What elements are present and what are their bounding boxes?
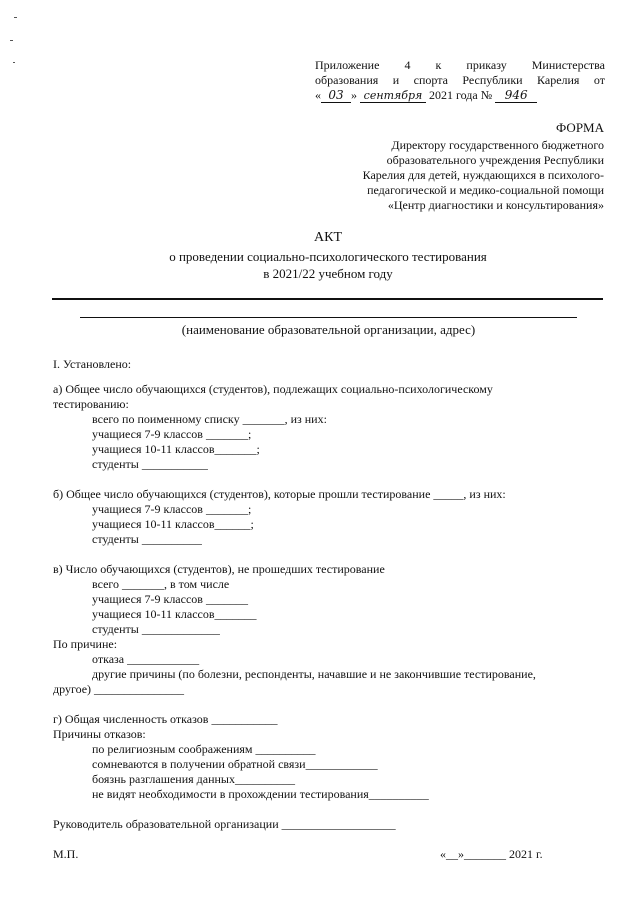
section-g-item: боязнь разглашения данных__________ (92, 772, 295, 786)
section-a-item: учащиеся 10-11 классов_______; (92, 442, 260, 456)
section-b-item: учащиеся 10-11 классов______; (92, 517, 254, 531)
act-title: АКТ (314, 230, 342, 245)
section-b-item: учащиеся 7-9 классов _______; (92, 502, 252, 516)
section-v-item: студенты _____________ (92, 622, 220, 636)
section-b-line-1: б) Общее число обучающихся (студентов), которые прошли тестирование _____, из них: (53, 487, 506, 501)
section-heading: I. Установлено: (53, 357, 132, 371)
section-a-line-2: тестированию: (53, 397, 129, 411)
scan-speck (10, 40, 13, 41)
section-v-item: всего _______, в том числе (92, 577, 230, 591)
section-a-line-1: а) Общее число обучающихся (студентов), подлежащих социально-психологическому (53, 382, 493, 396)
section-v-refusal: отказа ____________ (92, 652, 200, 666)
act-subtitle-line-2: в 2021/22 учебном году (263, 266, 393, 281)
act-subtitle-line-1: о проведении социально-психологического тестирования (169, 249, 487, 264)
section-g-item: сомневаются в получении обратной связи____________ (92, 757, 378, 771)
section-g-reasons-label: Причины отказов: (53, 727, 146, 741)
section-v-other-1: другие причины (по болезни, респонденты, начавшие и не закончившие тестирование, (92, 667, 536, 681)
section-v-line-1: в) Число обучающихся (студентов), не прошедших тестирование (53, 562, 385, 576)
section-g-item: не видят необходимости в прохождении тестирования__________ (92, 787, 429, 801)
section-v-other-2: другое) _______________ (53, 682, 185, 696)
org-name-line-top (52, 298, 603, 300)
section-v-item: учащиеся 10-11 классов_______ (92, 607, 257, 621)
section-g-line-1: г) Общая численность отказов ___________ (53, 712, 278, 726)
appendix-date-line (315, 88, 537, 103)
section-g-item: по религиозным соображениям __________ (92, 742, 316, 756)
form-label: ФОРМА (556, 120, 604, 135)
scan-speck (13, 62, 15, 63)
head-signature-line: Руководитель образовательной организации ___________________ (53, 817, 396, 831)
date-month-handwritten: сентября (360, 89, 426, 103)
section-b-item: студенты __________ (92, 532, 202, 546)
date-close-quote: » (351, 88, 357, 102)
addressee-line: Карелия для детей, нуждающихся в психолого- (362, 168, 604, 182)
addressee-line: педагогической и медико-социальной помощи (367, 183, 604, 197)
date-day-handwritten: 03 (321, 89, 351, 103)
appendix-line-1: Приложение 4 к приказу Министерства (315, 58, 605, 72)
date-year-text: 2021 года № (429, 88, 493, 102)
appendix-line-2: образования и спорта Республики Карелия от (315, 73, 605, 87)
footer-date-line: «__»_______ 2021 г. (440, 847, 543, 861)
addressee-line: Директору государственного бюджетного (391, 138, 604, 152)
date-open-quote: « (315, 88, 321, 102)
org-name-caption: (наименование образовательной организации, адрес) (181, 322, 476, 337)
section-v-reason-label: По причине: (53, 637, 118, 651)
section-a-item: учащиеся 7-9 классов _______; (92, 427, 252, 441)
addressee-line: «Центр диагностики и консультирования» (387, 198, 604, 212)
section-v-item: учащиеся 7-9 классов _______ (92, 592, 248, 606)
scan-speck (14, 17, 17, 18)
org-name-line-bottom (80, 317, 577, 318)
section-a-item: студенты ___________ (92, 457, 208, 471)
order-number-handwritten: 946 (495, 89, 537, 103)
addressee-line: образовательного учреждения Республики (386, 153, 604, 167)
section-a-item: всего по поименному списку _______, из них: (92, 412, 327, 426)
seal-label: М.П. (53, 847, 79, 861)
